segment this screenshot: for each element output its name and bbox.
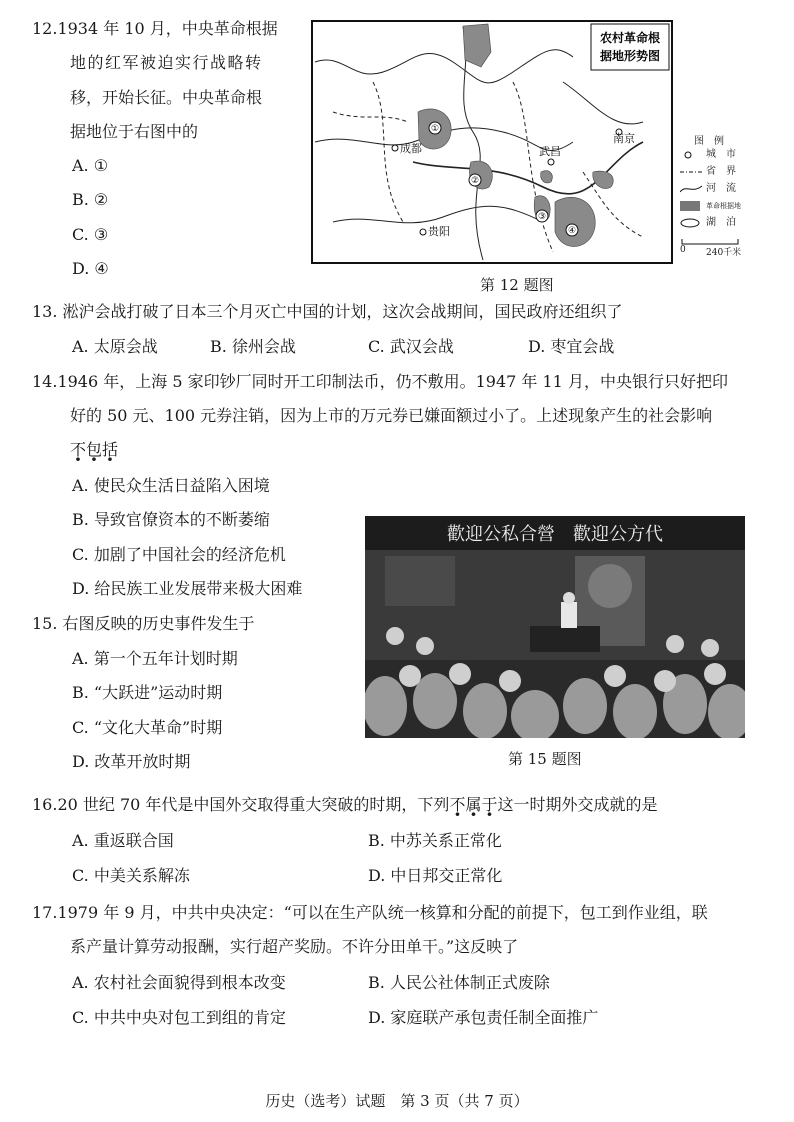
legend-scale-bar xyxy=(678,236,770,258)
map-marker-4: ④ xyxy=(567,226,577,236)
emphasis-char: 不 xyxy=(449,795,466,814)
map-city-nanjing: 南京 xyxy=(613,132,635,145)
q16-stem xyxy=(32,795,658,815)
map-legend xyxy=(678,132,770,262)
q14-option-a[interactable]: A. 使民众生活日益陷入困境 xyxy=(72,476,270,495)
q14-option-d[interactable]: D. 给民族工业发展带来极大困难 xyxy=(72,579,303,598)
photo-banner: 歡迎公私合營 歡迎公方代 xyxy=(447,524,663,545)
q16-option-c[interactable]: C. 中美关系解冻 xyxy=(72,866,190,885)
q12-option-d[interactable]: D. ④ xyxy=(72,259,109,278)
base-area-hatch-icon xyxy=(680,199,704,213)
page-footer: 历史（选考）试题 第 3 页（共 7 页） xyxy=(265,1092,529,1110)
q17-line-1: 17.1979 年 9 月，中共中央决定：“可以在生产队统一核算和分配的前提下，包工到作业组，联 xyxy=(32,903,708,922)
q12-line-4: 据地位于右图中的 xyxy=(70,122,199,141)
map-drawing xyxy=(313,22,671,262)
q12-line-1: 12.1934 年 10 月，中央革命根据 xyxy=(32,19,278,38)
emphasis-char: 不 xyxy=(70,440,87,459)
lake-symbol-icon xyxy=(680,216,704,230)
q15-option-a[interactable]: A. 第一个五年计划时期 xyxy=(72,649,238,668)
map-title-line-1: 农村革命根 xyxy=(599,31,661,45)
emphasis-char: 属 xyxy=(465,795,482,814)
emphasis-char: 括 xyxy=(102,440,119,459)
scale-value: 240千米 xyxy=(706,248,742,258)
q17-option-b[interactable]: B. 人民公社体制正式废除 xyxy=(368,973,550,992)
map-title-line-2: 据地形势图 xyxy=(599,49,661,63)
q17-option-c[interactable]: C. 中共中央对包工到组的肯定 xyxy=(72,1008,286,1027)
q16-option-d[interactable]: D. 中日邦交正常化 xyxy=(368,866,503,885)
city-symbol-icon xyxy=(680,148,704,162)
q13-option-d[interactable]: D. 枣宜会战 xyxy=(528,337,615,356)
q13-stem: 13. 淞沪会战打破了日本三个月灭亡中国的计划，这次会战期间，国民政府还组织了 xyxy=(32,302,623,321)
base-area-map xyxy=(311,20,673,264)
q17-option-a[interactable]: A. 农村社会面貌得到根本改变 xyxy=(72,973,286,992)
q14-line-2: 好的 50 元、100 元券注销，因为上市的万元券已嫌面额过小了。上述现象产生的社会影响 xyxy=(70,406,713,425)
meeting-photo xyxy=(365,516,745,738)
q17-line-2: 系产量计算劳动报酬，实行超产奖励。不许分田单干。”这反映了 xyxy=(70,937,519,956)
legend-title: 图 例 xyxy=(694,136,724,147)
q12-line-2: 地的红军被迫实行战略转 xyxy=(70,53,263,72)
map-marker-1: ① xyxy=(430,124,440,134)
map-caption: 第 12 题图 xyxy=(480,276,554,294)
emphasis-char: 于 xyxy=(481,795,498,814)
photo-drawing xyxy=(365,516,745,738)
legend-item-lake: 湖 泊 xyxy=(678,216,770,230)
q14-option-b[interactable]: B. 导致官僚资本的不断萎缩 xyxy=(72,510,270,529)
legend-item-border: 省 界 xyxy=(678,165,770,179)
q13-option-c[interactable]: C. 武汉会战 xyxy=(368,337,454,356)
q13-option-b[interactable]: B. 徐州会战 xyxy=(210,337,296,356)
q12-option-c[interactable]: C. ③ xyxy=(72,225,109,244)
scale-zero: 0 xyxy=(680,245,686,255)
map-city-wuchang: 武昌 xyxy=(539,145,561,158)
map-city-chengdu: 成都 xyxy=(400,142,422,155)
q12-option-b[interactable]: B. ② xyxy=(72,190,109,209)
q15-option-b[interactable]: B. “大跃进”运动时期 xyxy=(72,683,223,702)
q12-line-3: 移，开始长征。中央革命根 xyxy=(70,88,263,107)
q16-stem-after: 这一时期外交成就的是 xyxy=(497,795,658,814)
border-line-icon xyxy=(680,165,704,179)
legend-item-base-area: 革命根据地 xyxy=(678,199,770,213)
map-city-guiyang: 贵阳 xyxy=(428,225,450,238)
q15-stem: 15. 右图反映的历史事件发生于 xyxy=(32,614,255,633)
q14-emphasis xyxy=(70,440,118,460)
map-marker-2: ② xyxy=(470,176,480,186)
river-line-icon xyxy=(680,182,704,196)
q12-option-a[interactable]: A. ① xyxy=(72,156,109,175)
q14-line-1: 14.1946 年，上海 5 家印钞厂同时开工印制法币，仍不敷用。1947 年 11 月，中央银行只好把印 xyxy=(32,372,728,391)
q16-option-b[interactable]: B. 中苏关系正常化 xyxy=(368,831,502,850)
legend-item-river: 河 流 xyxy=(678,182,770,196)
legend-item-city: 城 市 xyxy=(678,148,770,162)
photo-caption: 第 15 题图 xyxy=(508,750,582,768)
q15-option-c[interactable]: C. “文化大革命”时期 xyxy=(72,718,223,737)
q14-option-c[interactable]: C. 加剧了中国社会的经济危机 xyxy=(72,545,286,564)
q17-option-d[interactable]: D. 家庭联产承包责任制全面推广 xyxy=(368,1008,599,1027)
q13-option-a[interactable]: A. 太原会战 xyxy=(72,337,158,356)
q15-option-d[interactable]: D. 改革开放时期 xyxy=(72,752,191,771)
emphasis-char: 包 xyxy=(86,440,103,459)
q16-stem-before: 16.20 世纪 70 年代是中国外交取得重大突破的时期，下列 xyxy=(32,795,450,814)
q16-option-a[interactable]: A. 重返联合国 xyxy=(72,831,174,850)
map-marker-3: ③ xyxy=(537,212,547,222)
